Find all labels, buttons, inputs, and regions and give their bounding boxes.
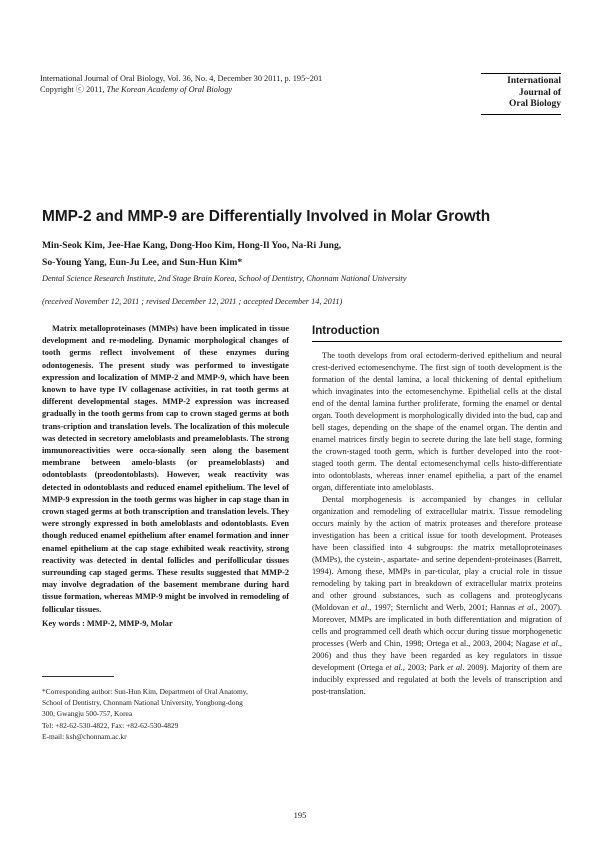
et-al-italic: et al [385,663,401,672]
corresponding-author-footnote [42,686,292,742]
footnote-line: *Corresponding author: Sun-Hun Kim, Department of Oral Anatomy, [42,687,248,696]
citation-line: International Journal of Oral Biology, Vol. 36, No. 4, December 30 2011, p. 195~201 [40,74,323,83]
journal-box-line: International [507,76,561,86]
article-title: MMP-2 and MMP-9 are Differentially Involved in Molar Growth [42,208,491,225]
et-al-italic: et al [447,663,463,672]
abstract: Matrix metalloproteinases (MMPs) have been implicated in tissue development and re-modeling. Dynamic morphological changes of tooth germs reflect involvement of these enzymes during odontogenesis. The present study was performed to investigate expression and localization of MMP-2 and MMP-9, which have been known to have type IV collagenase activities, in rat tooth germs at different developmental stages. MMP-2 expression was increased gradually in the tooth germs from cap to crown staged germs at both trans-cription and translation levels. The localization of this molecule was detected in secretory ameloblasts and preameloblasts. The strong immunoreactivities were occa-sionally seen along the basement membrane between amelo-blasts (or preameloblasts) and odontoblasts (preodontoblasts). However, weak reactivity was detected in odontoblasts and reduced enamel epithelium. The level of MMP-9 expression in the tooth germs was higher in cap stage than in crown staged germs at both transcription and translation levels. They were strongly expressed in both ameloblasts and odontoblasts. Even though reduced enamel epithelium after enamel formation and inner enamel epithelium at the cap stage exhibited weak reactivity, strong reactivity was detected in dental follicles and perifollicular tissues surrounding cap staged germs. These results suggested that MMP-2 may involve degradation of the basement membrane during hard tissue formation, whereas MMP-9 might be involved in remodeling of follicular tissues. [42,324,289,614]
et-al-italic: et al [351,603,368,612]
author-affiliation: Dental Science Research Institute, 2nd Stage Brain Korea, School of Dentistry, Chonnam National University [42,274,407,283]
footnote-line: 300, Gwangju 500-757, Korea [42,709,133,719]
citation-header [40,73,440,95]
text-run: ., 2003; Park [400,663,448,672]
footnote-divider [42,676,114,677]
footnote-line: School of Dentistry, Chonnam National University, Yongbong-dong [42,698,243,708]
copyright-holder: The Korean Academy of Oral Biology [106,85,233,94]
introduction-heading: Introduction [312,324,562,342]
journal-box-line: Oral Biology [509,99,561,109]
authors-line: So-Young Yang, Eun-Ju Lee, and Sun-Hun Kim* [42,257,243,268]
authors-line: Min-Seok Kim, Jee-Hae Kang, Dong-Hoo Kim, Hong-Il Yoo, Na-Ri Jung, [42,240,342,251]
introduction-body [312,350,562,698]
text-run: ., 1997; Sternlicht and Werb, 2001; Hannas [367,603,519,612]
copyright-line [40,84,440,95]
intro-paragraph: The tooth develops from oral ectoderm-derived epithelium and neural crest-derived ectomesenchyme. The first sign of tooth development is the formation of the dental lamina, a local thickening of dental epithelium which invaginates into the ectomesenchyme. Epithelial cells at the distal end of the dental lamina further proliferate, forming the enamel or dental organ. Tooth development is morphologically divided into the bud, cap and bell stages, depending on the shape of the enamel organ. The dentin and enamel matrices firstly begin to secrete during the late bell stage, forming the crown-staged tooth germ, which is further developed into the root-staged tooth germ. The dental ectomesenchymal cells histo-differentiate into odontoblasts, whereas inner enamel epithelia, a part of the enamel organ, differentiate into ameloblasts. [312,351,562,492]
journal-name-box [481,73,561,115]
et-al-italic: et al [542,639,558,648]
footnote-line: Tel: +82-62-530-4822, Fax: +82-62-530-4829 [42,720,179,730]
footnote-line: E-mail: ksh@chonnam.ac.kr [42,731,127,741]
keywords: Key words : MMP-2, MMP-9, Molar [42,619,173,628]
text-run: Dental morphogenesis is accompanied by changes in cellular organization and remodeling of extracellular matrix. Tissue remodeling occurs mainly by the action of matrix proteases and therefore protease investigation has been a critical issue for tooth development. Proteases have been classified into 4 subgroups: the matrix metalloproteinases (MMPs), the cystein-, aspartate- and serine dependent-proteinases (Barrett, 1994). Among these, MMPs in par-ticular, play a crucial role in tissue remodeling by taking part in breakdown of extracellular matrix proteins and other ground substances, such as collagens and proteoglycans (Moldovan [312,495,562,612]
received-dates: (received November 12, 2011 ; revised December 12, 2011 ; accepted December 14, 2011) [42,297,343,306]
et-al-italic: et al [518,603,534,612]
author-list [42,237,562,271]
intro-paragraph [312,494,562,698]
page-number: 195 [293,810,307,820]
text-run: . 2009). Majority of them are inducibly expressed and regulated at both the levels of transcription and post-translation. [312,663,563,696]
text-run: ., 2007). Moreover, MMPs are implicated in both differentiation and migration of cells and programmed cell death which occur during tissue morphogenetic processes (Werb and Chin, 1998; Ortega et al., 2003, 2004; Nagase [312,603,563,648]
copyright-prefix: Copyright ⓒ 2011, [40,85,107,94]
text-run: ., 2006) and thus they have been regarded as key regulators in tissue development (Ortega [312,639,563,672]
journal-box-line: Journal of [519,87,561,98]
